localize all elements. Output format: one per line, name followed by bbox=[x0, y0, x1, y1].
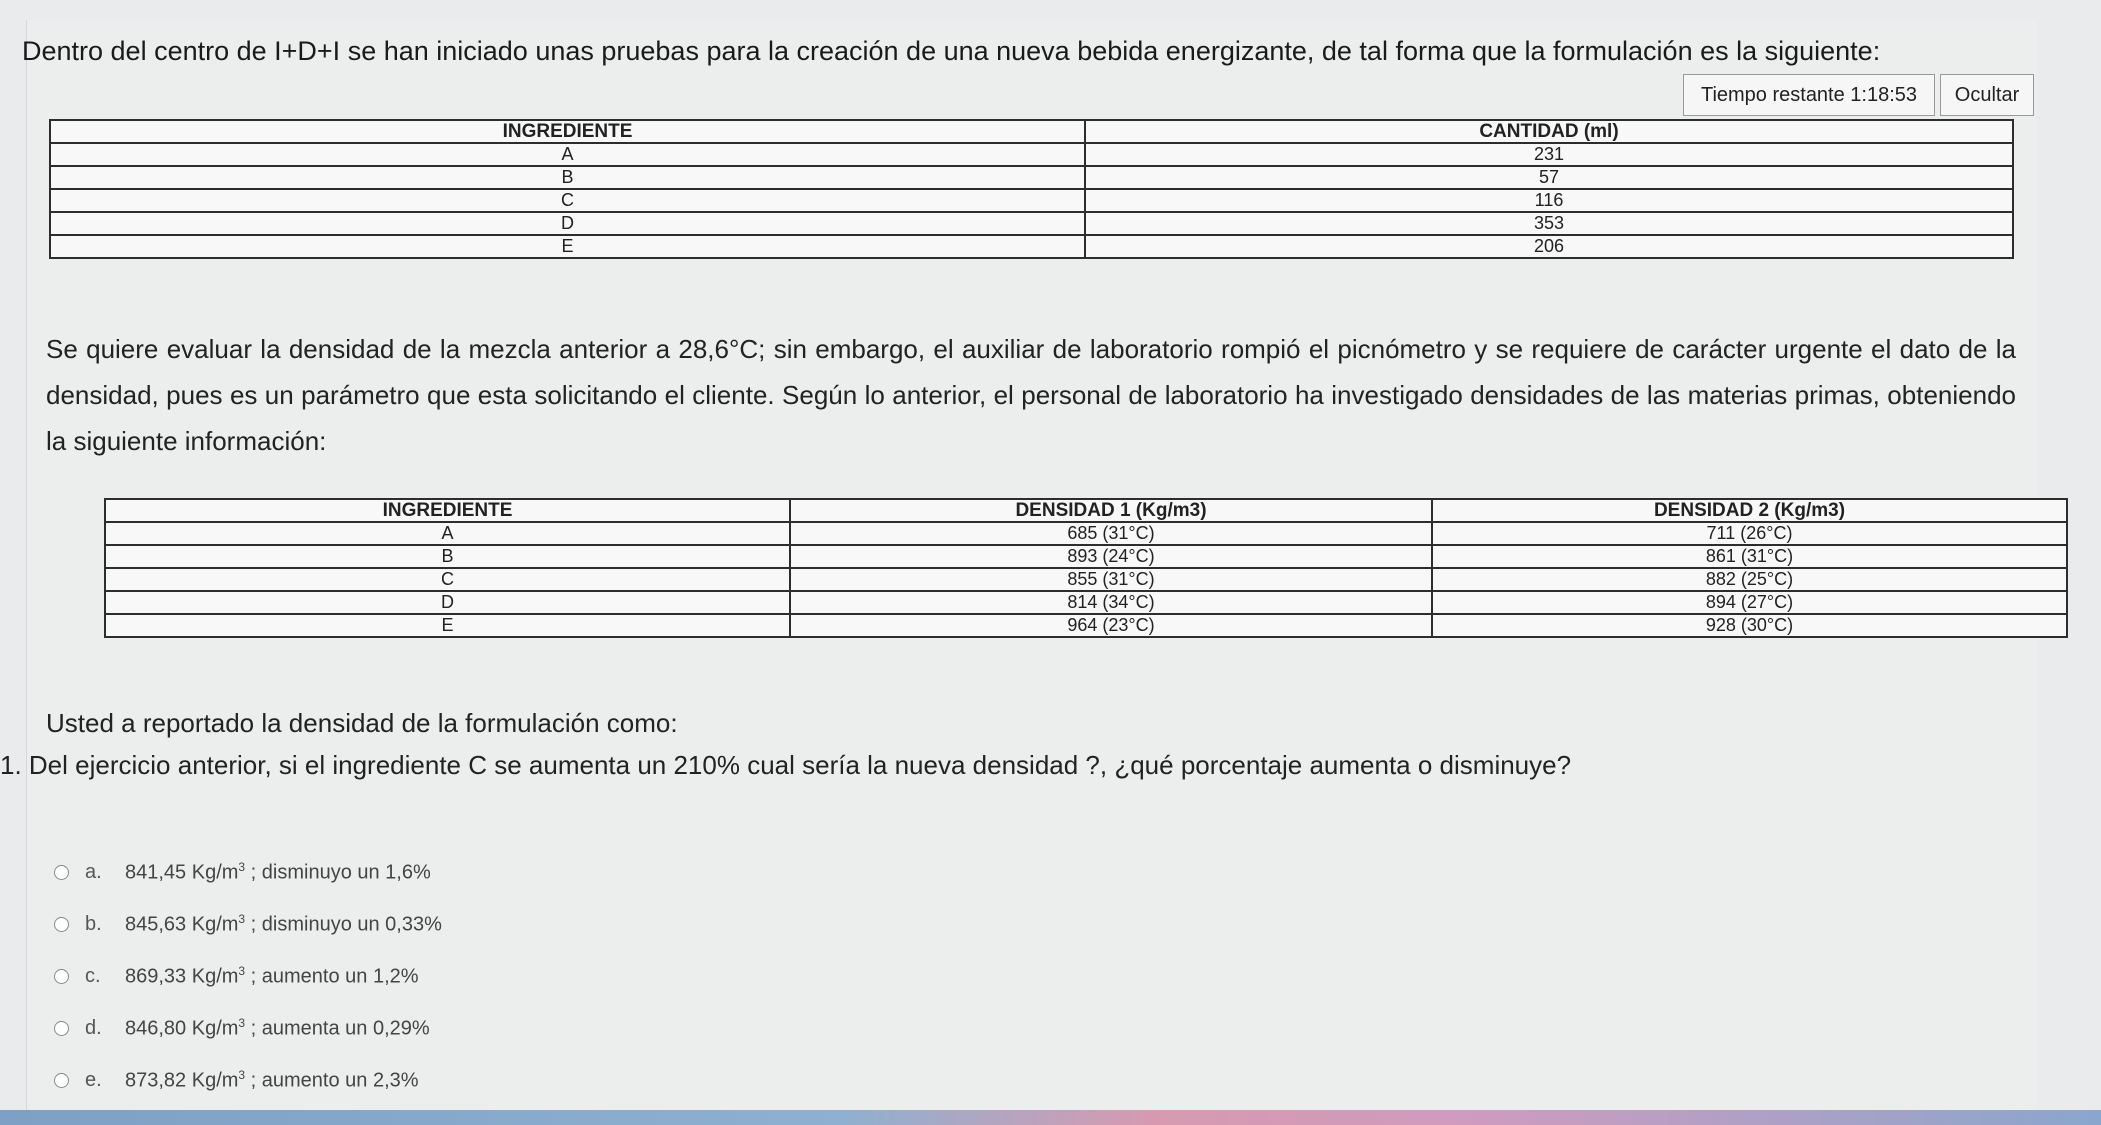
option-value: 845,63 Kg/m bbox=[125, 913, 239, 936]
option-letter: e. bbox=[85, 1068, 102, 1091]
option-note: ; aumento un 2,3% bbox=[245, 1069, 419, 1092]
table-row bbox=[105, 545, 2067, 568]
hide-timer-button[interactable]: Ocultar bbox=[1940, 74, 2034, 116]
cell-ingredient: D bbox=[105, 591, 790, 614]
table-row bbox=[105, 614, 2067, 637]
option-text bbox=[125, 912, 442, 937]
cell-density-1: 685 (31°C) bbox=[790, 522, 1432, 545]
answer-options bbox=[54, 846, 442, 1106]
option-text bbox=[125, 964, 419, 989]
table-header-row bbox=[50, 120, 2013, 143]
option-letter: d. bbox=[85, 1016, 102, 1039]
cell-ingredient: E bbox=[105, 614, 790, 637]
option-c[interactable] bbox=[54, 950, 442, 1002]
option-exponent: 3 bbox=[238, 1015, 246, 1030]
header-quantity: CANTIDAD (ml) bbox=[1085, 120, 2013, 143]
header-ingredient: INGREDIENTE bbox=[50, 120, 1085, 143]
header-density-2: DENSIDAD 2 (Kg/m3) bbox=[1432, 499, 2067, 522]
option-value: 846,80 Kg/m bbox=[125, 1017, 239, 1040]
option-note: ; aumenta un 0,29% bbox=[245, 1017, 430, 1040]
option-note: ; disminuyo un 1,6% bbox=[245, 861, 431, 884]
cell-quantity: 57 bbox=[1085, 166, 2013, 189]
cell-density-1: 964 (23°C) bbox=[790, 614, 1432, 637]
radio-button[interactable] bbox=[54, 865, 69, 880]
cell-density-1: 893 (24°C) bbox=[790, 545, 1432, 568]
reported-text: Usted a reportado la densidad de la formulación como: bbox=[46, 708, 678, 738]
option-text bbox=[125, 1068, 419, 1093]
option-a[interactable] bbox=[54, 846, 442, 898]
question-text: 1. Del ejercicio anterior, si el ingrediente C se aumenta un 210% cual sería la nueva densidad ?, ¿qué porcentaje aumenta o disminuye? bbox=[0, 750, 1572, 780]
table-row bbox=[105, 522, 2067, 545]
context-paragraph: Se quiere evaluar la densidad de la mezcla anterior a 28,6°C; sin embargo, el auxiliar de laboratorio rompió el picnómetro y se requiere de carácter urgente el dato de la densidad, pues es un parámetro que esta solicitando el cliente. Según lo anterior, el personal de laboratorio ha investigado densidades de las materias primas, obteniendo la siguiente información: bbox=[46, 334, 2016, 456]
option-b[interactable] bbox=[54, 898, 442, 950]
intro-text: Dentro del centro de I+D+I se han iniciado unas pruebas para la creación de una nueva bebida energizante, de tal forma que la formulación es la siguiente: bbox=[22, 36, 1881, 66]
option-exponent: 3 bbox=[238, 963, 246, 978]
cell-density-1: 814 (34°C) bbox=[790, 591, 1432, 614]
option-note: ; aumento un 1,2% bbox=[245, 965, 419, 988]
radio-button[interactable] bbox=[54, 1073, 69, 1088]
radio-button[interactable] bbox=[54, 917, 69, 932]
cell-quantity: 116 bbox=[1085, 189, 2013, 212]
bottom-color-strip bbox=[0, 1110, 2101, 1125]
cell-ingredient: D bbox=[50, 212, 1085, 235]
cell-quantity: 231 bbox=[1085, 143, 2013, 166]
radio-button[interactable] bbox=[54, 1021, 69, 1036]
header-density-1: DENSIDAD 1 (Kg/m3) bbox=[790, 499, 1432, 522]
option-letter: b. bbox=[85, 912, 102, 935]
table-row bbox=[50, 212, 2013, 235]
cell-ingredient: E bbox=[50, 235, 1085, 258]
option-text bbox=[125, 860, 431, 885]
cell-quantity: 353 bbox=[1085, 212, 2013, 235]
radio-button[interactable] bbox=[54, 969, 69, 984]
option-exponent: 3 bbox=[238, 859, 246, 874]
cell-ingredient: B bbox=[50, 166, 1085, 189]
cell-density-2: 861 (31°C) bbox=[1432, 545, 2067, 568]
time-remaining: Tiempo restante 1:18:53 bbox=[1683, 74, 1935, 116]
cell-quantity: 206 bbox=[1085, 235, 2013, 258]
option-d[interactable] bbox=[54, 1002, 442, 1054]
cell-density-2: 711 (26°C) bbox=[1432, 522, 2067, 545]
cell-ingredient: C bbox=[105, 568, 790, 591]
option-letter: c. bbox=[85, 964, 101, 987]
cell-ingredient: A bbox=[105, 522, 790, 545]
option-note: ; disminuyo un 0,33% bbox=[245, 913, 442, 936]
option-exponent: 3 bbox=[238, 911, 246, 926]
header-ingredient: INGREDIENTE bbox=[105, 499, 790, 522]
cell-density-1: 855 (31°C) bbox=[790, 568, 1432, 591]
cell-ingredient: C bbox=[50, 189, 1085, 212]
formulation-table bbox=[49, 119, 2014, 259]
cell-density-2: 882 (25°C) bbox=[1432, 568, 2067, 591]
cell-density-2: 894 (27°C) bbox=[1432, 591, 2067, 614]
option-value: 873,82 Kg/m bbox=[125, 1069, 239, 1092]
cell-density-2: 928 (30°C) bbox=[1432, 614, 2067, 637]
density-table bbox=[104, 498, 2068, 638]
option-text bbox=[125, 1016, 430, 1041]
table-row bbox=[50, 235, 2013, 258]
table-row bbox=[50, 166, 2013, 189]
option-value: 869,33 Kg/m bbox=[125, 965, 239, 988]
cell-ingredient: A bbox=[50, 143, 1085, 166]
option-value: 841,45 Kg/m bbox=[125, 861, 239, 884]
table-row bbox=[50, 189, 2013, 212]
option-e[interactable] bbox=[54, 1054, 442, 1106]
table-row bbox=[105, 568, 2067, 591]
option-exponent: 3 bbox=[238, 1067, 246, 1082]
table-row bbox=[105, 591, 2067, 614]
table-row bbox=[50, 143, 2013, 166]
cell-ingredient: B bbox=[105, 545, 790, 568]
option-letter: a. bbox=[85, 860, 102, 883]
table-header-row bbox=[105, 499, 2067, 522]
